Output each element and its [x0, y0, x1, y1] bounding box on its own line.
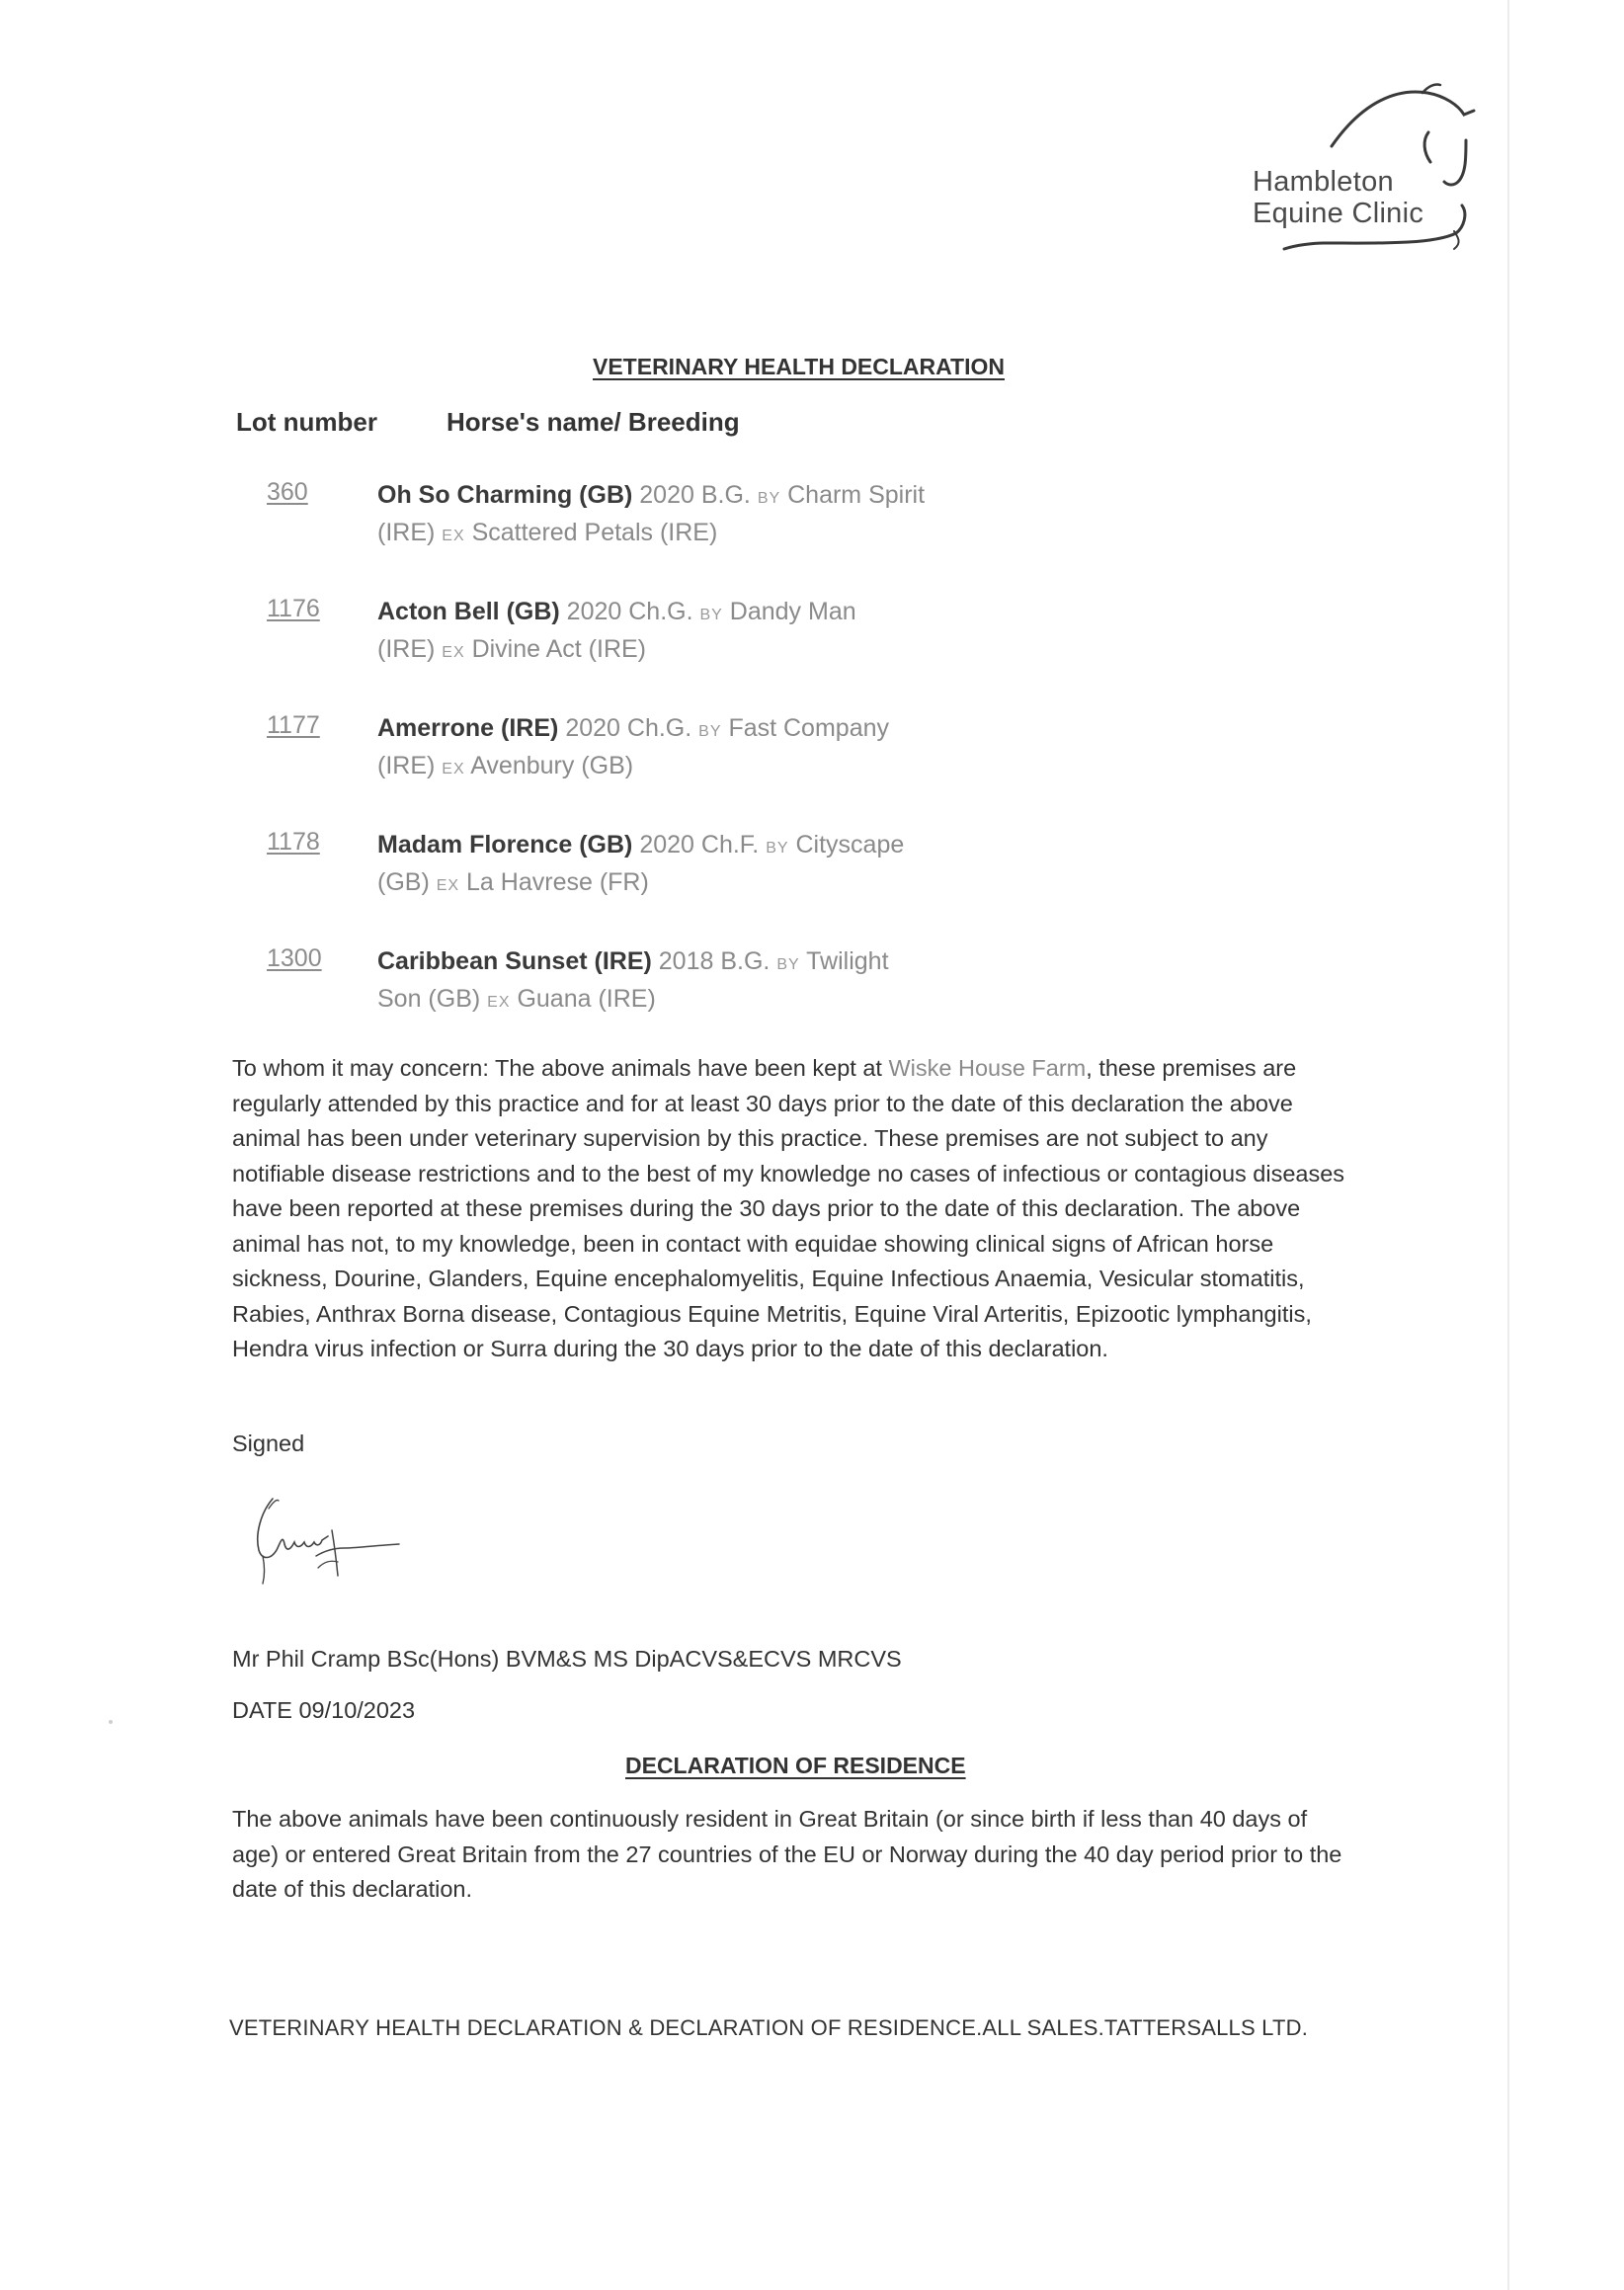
lot-breeding	[377, 595, 931, 670]
sire-country: (IRE)	[377, 752, 436, 779]
horse-details: 2020 Ch.G.	[565, 714, 692, 742]
signed-label: Signed	[232, 1431, 305, 1456]
ex-label: EX	[442, 644, 465, 661]
horse-name: Amerrone (IRE)	[377, 714, 559, 742]
lot-number: 360	[267, 478, 308, 506]
sire-name: Dandy Man	[729, 598, 856, 625]
by-label: BY	[757, 490, 781, 507]
signature	[247, 1487, 415, 1605]
lot-number: 1178	[267, 828, 320, 856]
dam-name: Divine Act (IRE)	[471, 635, 647, 663]
footer-text: VETERINARY HEALTH DECLARATION & DECLARATION OF RESIDENCE.ALL SALES.TATTERSALLS LTD.	[229, 2015, 1309, 2040]
lot-breeding	[377, 478, 931, 553]
ex-label: EX	[442, 761, 465, 777]
dam-name: Scattered Petals (IRE)	[471, 519, 718, 546]
horse-details: 2020 Ch.F.	[639, 831, 760, 859]
lot-entry	[267, 478, 926, 547]
declaration-text-start: To whom it may concern: The above animals have been kept at	[232, 1055, 889, 1081]
by-label: BY	[699, 607, 723, 623]
horse-name: Madam Florence (GB)	[377, 831, 633, 859]
sire-name: Cityscape	[795, 831, 905, 859]
ex-label: EX	[442, 528, 465, 544]
sire-country: Son (GB)	[377, 985, 481, 1013]
sire-country: (IRE)	[377, 635, 436, 663]
declaration-paragraph	[232, 1051, 1358, 1367]
lot-breeding	[377, 828, 931, 903]
lot-number: 1300	[267, 944, 322, 972]
sire-name: Charm Spirit	[787, 481, 926, 509]
scan-speck	[109, 1720, 113, 1724]
vet-name: Mr Phil Cramp BSc(Hons) BVM&S MS DipACVS&ECVS MRCVS	[232, 1646, 902, 1672]
residence-title: DECLARATION OF RESIDENCE	[625, 1753, 966, 1778]
horse-details: 2020 Ch.G.	[566, 598, 693, 625]
horse-name: Acton Bell (GB)	[377, 598, 560, 625]
lot-entry	[267, 944, 889, 1014]
lot-number: 1176	[267, 595, 320, 622]
page-edge	[1507, 0, 1509, 2290]
lot-number: 1177	[267, 711, 320, 739]
dam-name: Guana (IRE)	[517, 985, 656, 1013]
clinic-logo	[1225, 83, 1482, 271]
sire-country: (GB)	[377, 868, 430, 896]
by-label: BY	[766, 840, 789, 857]
by-label: BY	[776, 956, 800, 973]
lot-breeding	[377, 944, 931, 1020]
horse-name: Caribbean Sunset (IRE)	[377, 947, 652, 975]
dam-name: La Havrese (FR)	[466, 868, 649, 896]
sire-name: Fast Company	[728, 714, 889, 742]
column-header-horse: Horse's name/ Breeding	[447, 407, 740, 437]
logo-name-line2: Equine Clinic	[1253, 198, 1424, 229]
lot-entry	[267, 595, 859, 664]
horse-details: 2018 B.G.	[658, 947, 771, 975]
horse-name: Oh So Charming (GB)	[377, 481, 633, 509]
premises-name: Wiske House Farm	[888, 1055, 1087, 1081]
lot-breeding	[377, 711, 931, 786]
by-label: BY	[698, 723, 722, 740]
sire-country: (IRE)	[377, 519, 436, 546]
lot-entry	[267, 828, 905, 897]
ex-label: EX	[436, 877, 460, 894]
ex-label: EX	[487, 994, 511, 1011]
page-title: VETERINARY HEALTH DECLARATION	[593, 354, 1005, 379]
column-header-lot: Lot number	[236, 407, 377, 437]
sire-name: Twilight	[806, 947, 889, 975]
declaration-date: DATE 09/10/2023	[232, 1697, 416, 1723]
horse-details: 2020 B.G.	[639, 481, 751, 509]
declaration-text-end: , these premises are regularly attended by this practice and for at least 30 days prior to the date of this declaration the above animal has been under veterinary supervision by this practice. These premises are not subject to any notifiable disease restrictions and to the best of my knowledge no cases of infectious or contagious diseases have been reported at these premises during the 30 days prior to the date of this declaration. The above animal has not, to my knowledge, been in contact with equidae showing clinical signs of African horse sickness, Dourine, Glanders, Equine encephalomyelitis, Equine Infectious Anaemia, Vesicular stomatitis, Rabies, Anthrax Borna disease, Contagious Equine Metritis, Equine Viral Arteritis, Epizootic lymphangitis, Hendra virus infection or Surra during the 30 days prior to the date of this declaration.	[232, 1055, 1345, 1361]
logo-name-line1: Hambleton	[1253, 166, 1394, 198]
residence-paragraph: The above animals have been continuously resident in Great Britain (or since birth if less than 40 days of age) or entered Great Britain from the 27 countries of the EU or Norway during the 40 day period prior to the date of this declaration.	[232, 1806, 1342, 1902]
dam-name: Avenbury (GB)	[470, 752, 634, 779]
lot-entry	[267, 711, 889, 780]
